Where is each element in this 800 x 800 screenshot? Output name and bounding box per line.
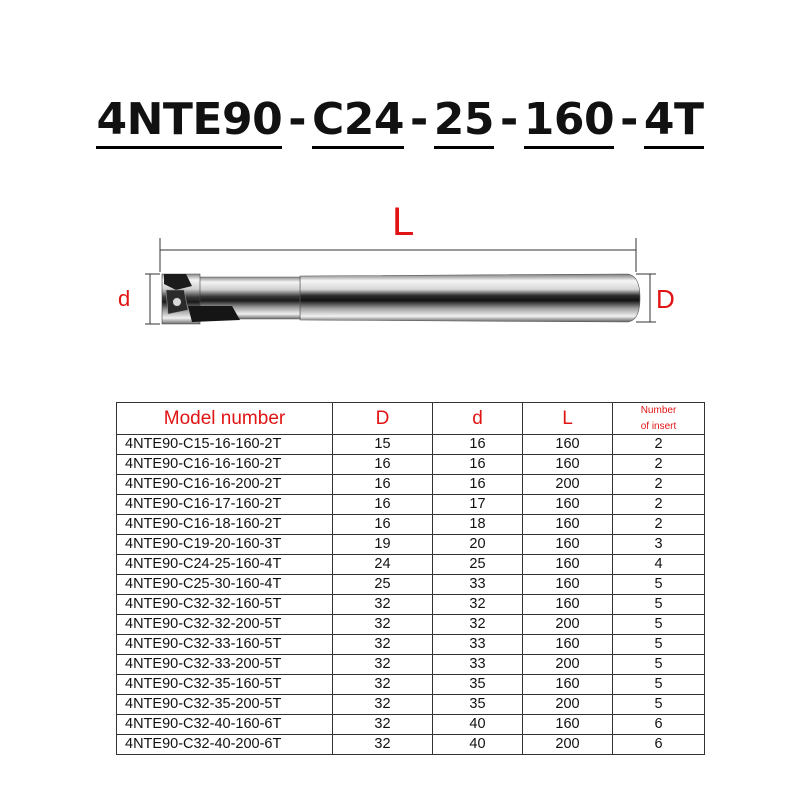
title-dash: - bbox=[620, 94, 638, 145]
d-cell: 25 bbox=[433, 555, 523, 575]
d-cell: 33 bbox=[433, 575, 523, 595]
L-cell: 160 bbox=[523, 675, 613, 695]
table-row bbox=[117, 715, 705, 735]
model-cell: 4NTE90-C19-20-160-3T bbox=[117, 535, 333, 555]
model-cell: 4NTE90-C32-40-160-6T bbox=[117, 715, 333, 735]
L-cell: 160 bbox=[523, 455, 613, 475]
D-cell: 24 bbox=[333, 555, 433, 575]
model-cell: 4NTE90-C16-16-200-2T bbox=[117, 475, 333, 495]
model-cell: 4NTE90-C32-40-200-6T bbox=[117, 735, 333, 755]
inserts-cell: 2 bbox=[613, 455, 705, 475]
D-cell: 32 bbox=[333, 695, 433, 715]
D-cell: 32 bbox=[333, 635, 433, 655]
D-cell: 32 bbox=[333, 735, 433, 755]
inserts-cell: 5 bbox=[613, 695, 705, 715]
model-cell: 4NTE90-C32-32-200-5T bbox=[117, 615, 333, 635]
title-dash: - bbox=[500, 94, 518, 145]
table-row bbox=[117, 595, 705, 615]
inserts-cell: 3 bbox=[613, 535, 705, 555]
title-segment: 25 bbox=[434, 98, 494, 149]
table-row bbox=[117, 575, 705, 595]
d-cell: 35 bbox=[433, 675, 523, 695]
L-cell: 200 bbox=[523, 735, 613, 755]
d-cell: 40 bbox=[433, 735, 523, 755]
model-cell: 4NTE90-C16-16-160-2T bbox=[117, 455, 333, 475]
table-row bbox=[117, 615, 705, 635]
title-segment: 4NTE90 bbox=[96, 98, 282, 149]
L-cell: 160 bbox=[523, 595, 613, 615]
title-dash: - bbox=[410, 94, 428, 145]
L-cell: 200 bbox=[523, 615, 613, 635]
header-L: L bbox=[523, 403, 613, 435]
D-cell: 16 bbox=[333, 475, 433, 495]
d-cell: 40 bbox=[433, 715, 523, 735]
inserts-cell: 2 bbox=[613, 475, 705, 495]
neck-diameter-label: d bbox=[118, 286, 131, 311]
table-row bbox=[117, 455, 705, 475]
inserts-cell: 5 bbox=[613, 595, 705, 615]
inserts-cell: 2 bbox=[613, 495, 705, 515]
inserts-cell: 5 bbox=[613, 675, 705, 695]
header-D: D bbox=[333, 403, 433, 435]
tool-shank bbox=[300, 274, 640, 322]
shank-diameter-label: D bbox=[656, 284, 675, 314]
d-cell: 33 bbox=[433, 655, 523, 675]
model-cell: 4NTE90-C16-17-160-2T bbox=[117, 495, 333, 515]
model-cell: 4NTE90-C25-30-160-4T bbox=[117, 575, 333, 595]
table-row bbox=[117, 695, 705, 715]
header-inserts-line1: Number bbox=[640, 405, 677, 416]
inserts-cell: 5 bbox=[613, 635, 705, 655]
product-title bbox=[0, 94, 800, 168]
L-cell: 160 bbox=[523, 635, 613, 655]
D-cell: 32 bbox=[333, 715, 433, 735]
title-segment: C24 bbox=[312, 98, 404, 149]
d-cell: 35 bbox=[433, 695, 523, 715]
model-cell: 4NTE90-C32-35-160-5T bbox=[117, 675, 333, 695]
table-row bbox=[117, 435, 705, 455]
D-cell: 15 bbox=[333, 435, 433, 455]
table-row bbox=[117, 495, 705, 515]
L-cell: 160 bbox=[523, 435, 613, 455]
D-cell: 25 bbox=[333, 575, 433, 595]
model-cell: 4NTE90-C32-35-200-5T bbox=[117, 695, 333, 715]
chip-flute bbox=[188, 306, 240, 322]
model-cell: 4NTE90-C16-18-160-2T bbox=[117, 515, 333, 535]
D-cell: 16 bbox=[333, 455, 433, 475]
table-row bbox=[117, 675, 705, 695]
d-cell: 32 bbox=[433, 595, 523, 615]
L-cell: 160 bbox=[523, 715, 613, 735]
D-cell: 19 bbox=[333, 535, 433, 555]
L-cell: 160 bbox=[523, 515, 613, 535]
D-cell: 32 bbox=[333, 655, 433, 675]
d-cell: 16 bbox=[433, 435, 523, 455]
header-inserts-line2: of insert bbox=[640, 420, 677, 432]
inserts-cell: 6 bbox=[613, 715, 705, 735]
inserts-cell: 2 bbox=[613, 435, 705, 455]
table-row bbox=[117, 655, 705, 675]
inserts-cell: 5 bbox=[613, 575, 705, 595]
table-row bbox=[117, 635, 705, 655]
length-label: L bbox=[392, 200, 415, 244]
L-cell: 160 bbox=[523, 535, 613, 555]
inserts-cell: 4 bbox=[613, 555, 705, 575]
L-cell: 200 bbox=[523, 695, 613, 715]
D-cell: 32 bbox=[333, 595, 433, 615]
d-cell: 16 bbox=[433, 475, 523, 495]
header-number-of-insert bbox=[613, 403, 705, 435]
D-cell: 32 bbox=[333, 675, 433, 695]
insert-screw bbox=[173, 298, 182, 307]
tool-diagram bbox=[0, 190, 800, 350]
table-header-row bbox=[117, 403, 705, 435]
model-cell: 4NTE90-C32-33-160-5T bbox=[117, 635, 333, 655]
d-cell: 32 bbox=[433, 615, 523, 635]
d-cell: 33 bbox=[433, 635, 523, 655]
d-cell: 18 bbox=[433, 515, 523, 535]
inserts-cell: 5 bbox=[613, 655, 705, 675]
D-cell: 16 bbox=[333, 495, 433, 515]
header-model-number: Model number bbox=[117, 403, 333, 435]
L-cell: 160 bbox=[523, 495, 613, 515]
d-cell: 17 bbox=[433, 495, 523, 515]
d-cell: 16 bbox=[433, 455, 523, 475]
model-cell: 4NTE90-C15-16-160-2T bbox=[117, 435, 333, 455]
title-segment: 160 bbox=[524, 98, 614, 149]
D-cell: 16 bbox=[333, 515, 433, 535]
d-cell: 20 bbox=[433, 535, 523, 555]
table-row bbox=[117, 735, 705, 755]
model-cell: 4NTE90-C32-33-200-5T bbox=[117, 655, 333, 675]
L-cell: 200 bbox=[523, 655, 613, 675]
L-cell: 160 bbox=[523, 575, 613, 595]
table-body bbox=[117, 435, 705, 755]
table-row bbox=[117, 475, 705, 495]
model-cell: 4NTE90-C32-32-160-5T bbox=[117, 595, 333, 615]
D-cell: 32 bbox=[333, 615, 433, 635]
L-cell: 200 bbox=[523, 475, 613, 495]
L-cell: 160 bbox=[523, 555, 613, 575]
title-segment: 4T bbox=[644, 98, 704, 149]
table-row bbox=[117, 535, 705, 555]
inserts-cell: 5 bbox=[613, 615, 705, 635]
model-cell: 4NTE90-C24-25-160-4T bbox=[117, 555, 333, 575]
table-row bbox=[117, 515, 705, 535]
inserts-cell: 6 bbox=[613, 735, 705, 755]
title-dash: - bbox=[288, 94, 306, 145]
inserts-cell: 2 bbox=[613, 515, 705, 535]
spec-table bbox=[116, 402, 705, 755]
header-d: d bbox=[433, 403, 523, 435]
table-row bbox=[117, 555, 705, 575]
